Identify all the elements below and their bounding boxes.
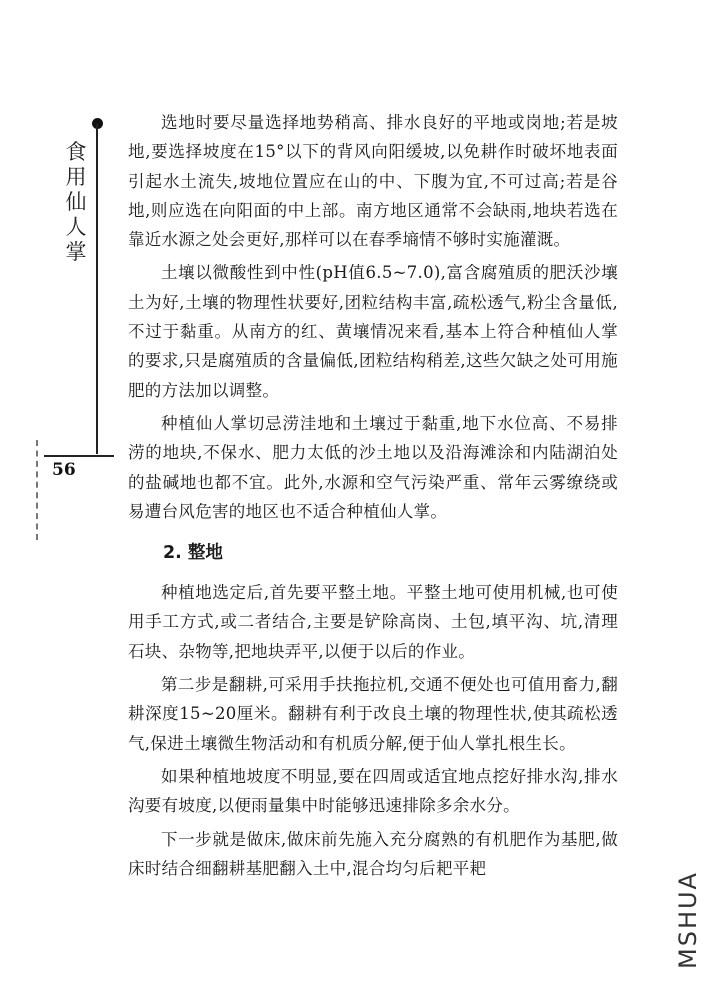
- paragraph-leveling: 种植地选定后,首先要平整土地。平整土地可使用机械,也可使用手工方式,或二者结合,主要是铲除高岗、土包,填平沟、坑,清理石块、杂物等,把地块弄平,以便于以后的作业。: [128, 583, 618, 661]
- watermark-text: MSHUA: [674, 871, 703, 969]
- running-title: 食用仙人掌: [65, 140, 87, 264]
- paragraph-unsuitable-land: 种植仙人掌切忌涝洼地和土壤过于黏重,地下水位高、不易排涝的地块,不保水、肥力太低的沙土地以及沿海滩涂和内陆湖泊处的盐碱地也都不宜。此外,水源和空气污染严重、常年云雾缭绕或易遭台风危害的地区也不适合种植仙人掌。: [128, 413, 618, 521]
- paragraph-bed-making: 下一步就是做床,做床前先施入充分腐熟的有机肥作为基肥,做床时结合细翻耕基肥翻入土中,混合均匀后耙平耙: [128, 829, 618, 878]
- page-number: 56: [52, 460, 76, 480]
- body-text: [128, 108, 618, 887]
- paragraph-plowing: 第二步是翻耕,可采用手扶拖拉机,交通不便处也可值用畜力,翻耕深度15~20厘米。翻耕有利于改良土壤的物理性状,使其疏松透气,保进土壤微生物活动和有机质分解,便于仙人掌扎根生长。: [128, 675, 618, 753]
- margin-vertical-rule: [96, 124, 98, 454]
- watermark: [668, 845, 708, 995]
- margin-dashed-line: [36, 440, 38, 540]
- page-number-rule: [44, 455, 114, 459]
- paragraph-soil: 土壤以微酸性到中性(pH值6.5~7.0),富含腐殖质的肥沃沙壤土为好,土壤的物理性状要好,团粒结构丰富,疏松透气,粉尘含量低,不过于黏重。从南方的红、黄壤情况来看,基本上符合种植仙人掌的要求,只是腐殖质的含量偏低,团粒结构稍差,这些欠缺之处可用施肥的方法加以调整。: [128, 263, 618, 400]
- section-heading: 2. 整地: [163, 543, 223, 564]
- paragraph-site-selection: 选地时要尽量选择地势稍高、排水良好的平地或岗地;若是坡地,要选择坡度在15°以下的背风向阳缓坡,以免耕作时破坏地表面引起水土流失,坡地位置应在山的中、下腹为宜,不可过高;若是谷地,则应选在向阳面的中上部。南方地区通常不会缺雨,地块若选在靠近水源之处会更好,那样可以在春季墒情不够时实施灌溉。: [128, 113, 618, 250]
- paragraph-drainage: 如果种植地坡度不明显,要在四周或适宜地点挖好排水沟,排水沟要有坡度,以便雨量集中时能够迅速排除多余水分。: [128, 766, 618, 816]
